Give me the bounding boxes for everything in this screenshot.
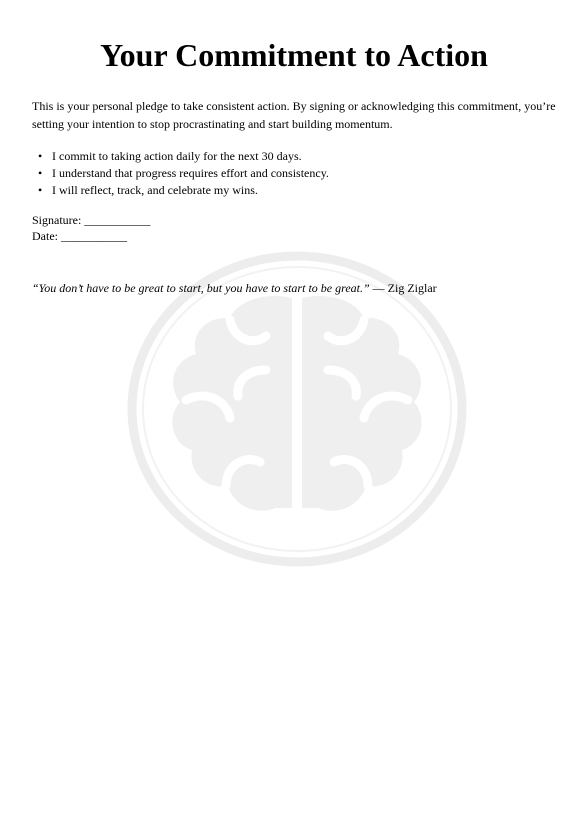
bullet-icon: • — [38, 183, 43, 197]
pledge-text: I will reflect, track, and celebrate my wins. — [52, 183, 258, 197]
bullet-icon: • — [38, 149, 43, 163]
date-line: Date: ___________ — [32, 229, 127, 243]
intro-paragraph: This is your personal pledge to take consistent action. By signing or acknowledging this commitment, you’re setting your intention to stop procrastinating and start building momentum. — [32, 99, 556, 131]
document-content — [0, 0, 588, 296]
signature-line: Signature: ___________ — [32, 213, 151, 227]
pledge-text: I commit to taking action daily for the next 30 days. — [52, 149, 302, 163]
bullet-icon: • — [38, 166, 43, 180]
pledge-text: I understand that progress requires effort and consistency. — [52, 166, 329, 180]
quote-text: “You don’t have to be great to start, but you have to start to be great.” — [32, 281, 370, 295]
quote-attribution: — Zig Ziglar — [372, 281, 437, 295]
page-title: Your Commitment to Action — [100, 37, 488, 73]
brain-watermark-icon — [126, 250, 468, 568]
list-item — [38, 182, 556, 199]
signature-block — [32, 212, 556, 244]
list-item — [38, 165, 556, 182]
closing-quote — [32, 280, 556, 296]
list-item — [38, 148, 556, 165]
pledge-list — [32, 148, 556, 199]
